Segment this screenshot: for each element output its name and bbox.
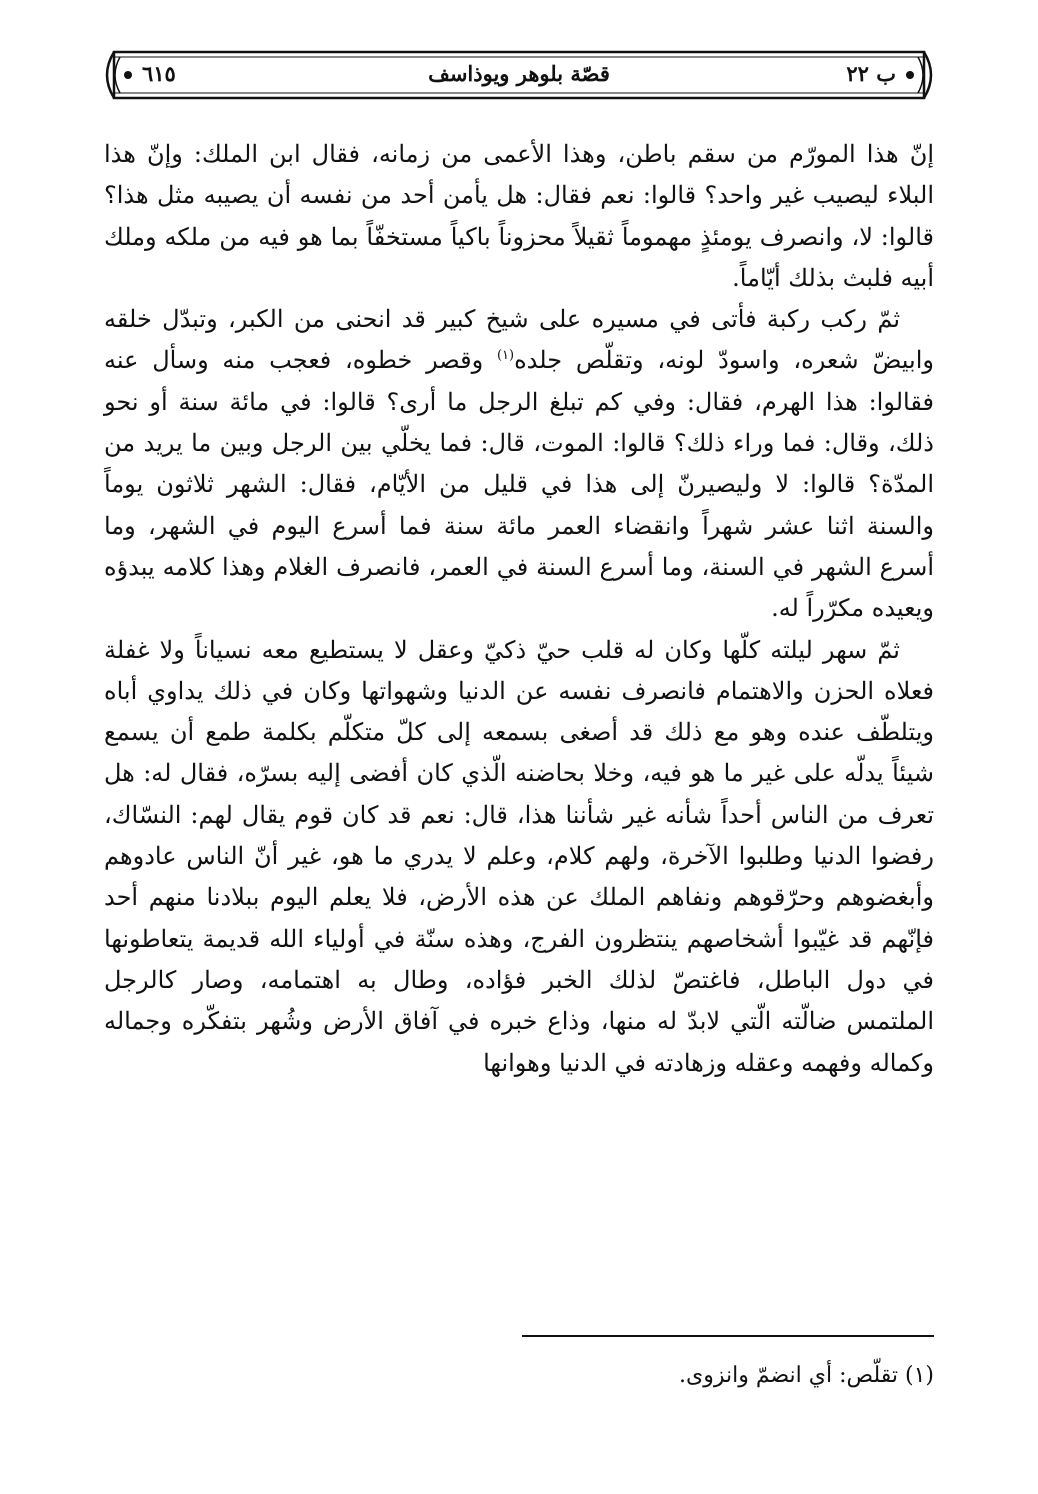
- paragraph-2-part-1: ثمّ ركب ركبة فأتى في مسيره على شيخ كبير قد انحنى من الكبر، وتبدّل خلقه وابيضّ شعره، واسودّ لونه، وتقلّص جلده: [104, 305, 934, 375]
- footnote: (١) تقلّص: أي انضمّ وانزوى.: [679, 1363, 934, 1388]
- running-title: قصّة بلوهر ويوذاسف: [428, 61, 610, 86]
- footnote-reference[interactable]: (١): [496, 348, 515, 364]
- paragraph-1: إنّ هذا المورّم من سقم باطن، وهذا الأعمى من زمانه، فقال ابن الملك: وإنّ هذا البلاء ليصيب غير واحد؟ قالوا: نعم فقال: هل يأمن أحد من نفسه أن يصيبه مثل هذا؟ قالوا: لا، وانصرف يومئذٍ مهموماً ثقيلاً محزوناً باكياً مستخفّاً بما هو فيه من ملكه وملك أبيه فلبث بذلك أيّاماً.: [104, 140, 934, 292]
- page-header: [104, 47, 934, 103]
- footnote-divider: [522, 1335, 934, 1337]
- page-number: ٦١٥: [142, 61, 176, 86]
- paragraph-2-part-2: وقصر خطوه، فعجب منه وسأل عنه فقالوا: هذا الهرم، فقال: وفي كم تبلغ الرجل ما أرى؟ قالوا: في مائة سنة أو نحو ذلك، وقال: فما وراء ذلك؟ قالوا: الموت، قال: فما يخلّي بين الرجل وبين ما يريد من المدّة؟ قالوا: لا وليصيرنّ إلى هذا في قليل من الأيّام، فقال: الشهر ثلاثون يوماً والسنة اثنا عشر شهراً وانقضاء العمر مائة سنة فما أسرع اليوم في الشهر، وما أسرع الشهر في السنة، وما أسرع السنة في العمر، فانصرف الغلام وهذا كلامه يبدؤه ويعيده مكرّراً له.: [104, 346, 934, 623]
- paragraph-2: [104, 299, 934, 629]
- chapter-label: ب ٢٢: [846, 61, 896, 86]
- main-text: [104, 134, 934, 1084]
- paragraph-3: ثمّ سهر ليلته كلّها وكان له قلب حيّ ذكيّ وعقل لا يستطيع معه نسياناً ولا غفلة فعلاه الحزن والاهتمام فانصرف نفسه عن الدنيا وشهواتها وكان في ذلك يداوي أباه ويتلطّف عنده وهو مع ذلك قد أصغى بسمعه إلى كلّ متكلّم بكلمة طمع أن يسمع شيئاً يدلّه على غير ما هو فيه، وخلا بحاضنه الّذي كان أفضى إليه بسرّه، فقال له: هل تعرف من الناس أحداً شأنه غير شأننا هذا، قال: نعم قد كان قوم يقال لهم: النسّاك، رفضوا الدنيا وطلبوا الآخرة، ولهم كلام، وعلم لا يدري ما هو، غير أنّ الناس عادوهم وأبغضوهم وحرّقوهم ونفاهم الملك عن هذه الأرض، فلا يعلم اليوم ببلادنا منهم أحد فإنّهم قد غيّبوا أشخاصهم ينتظرون الفرج، وهذه سنّة في أولياء الله قديمة يتعاطونها في دول الباطل، فاغتصّ لذلك الخبر فؤاده، وطال به اهتمامه، وصار كالرجل الملتمس ضالّته الّتي لابدّ له منها، وذاع خبره في آفاق الأرض وشُهر بتفكّره وجماله وكماله وفهمه وعقله وزهادته في الدنيا وهوانها: [104, 635, 934, 1077]
